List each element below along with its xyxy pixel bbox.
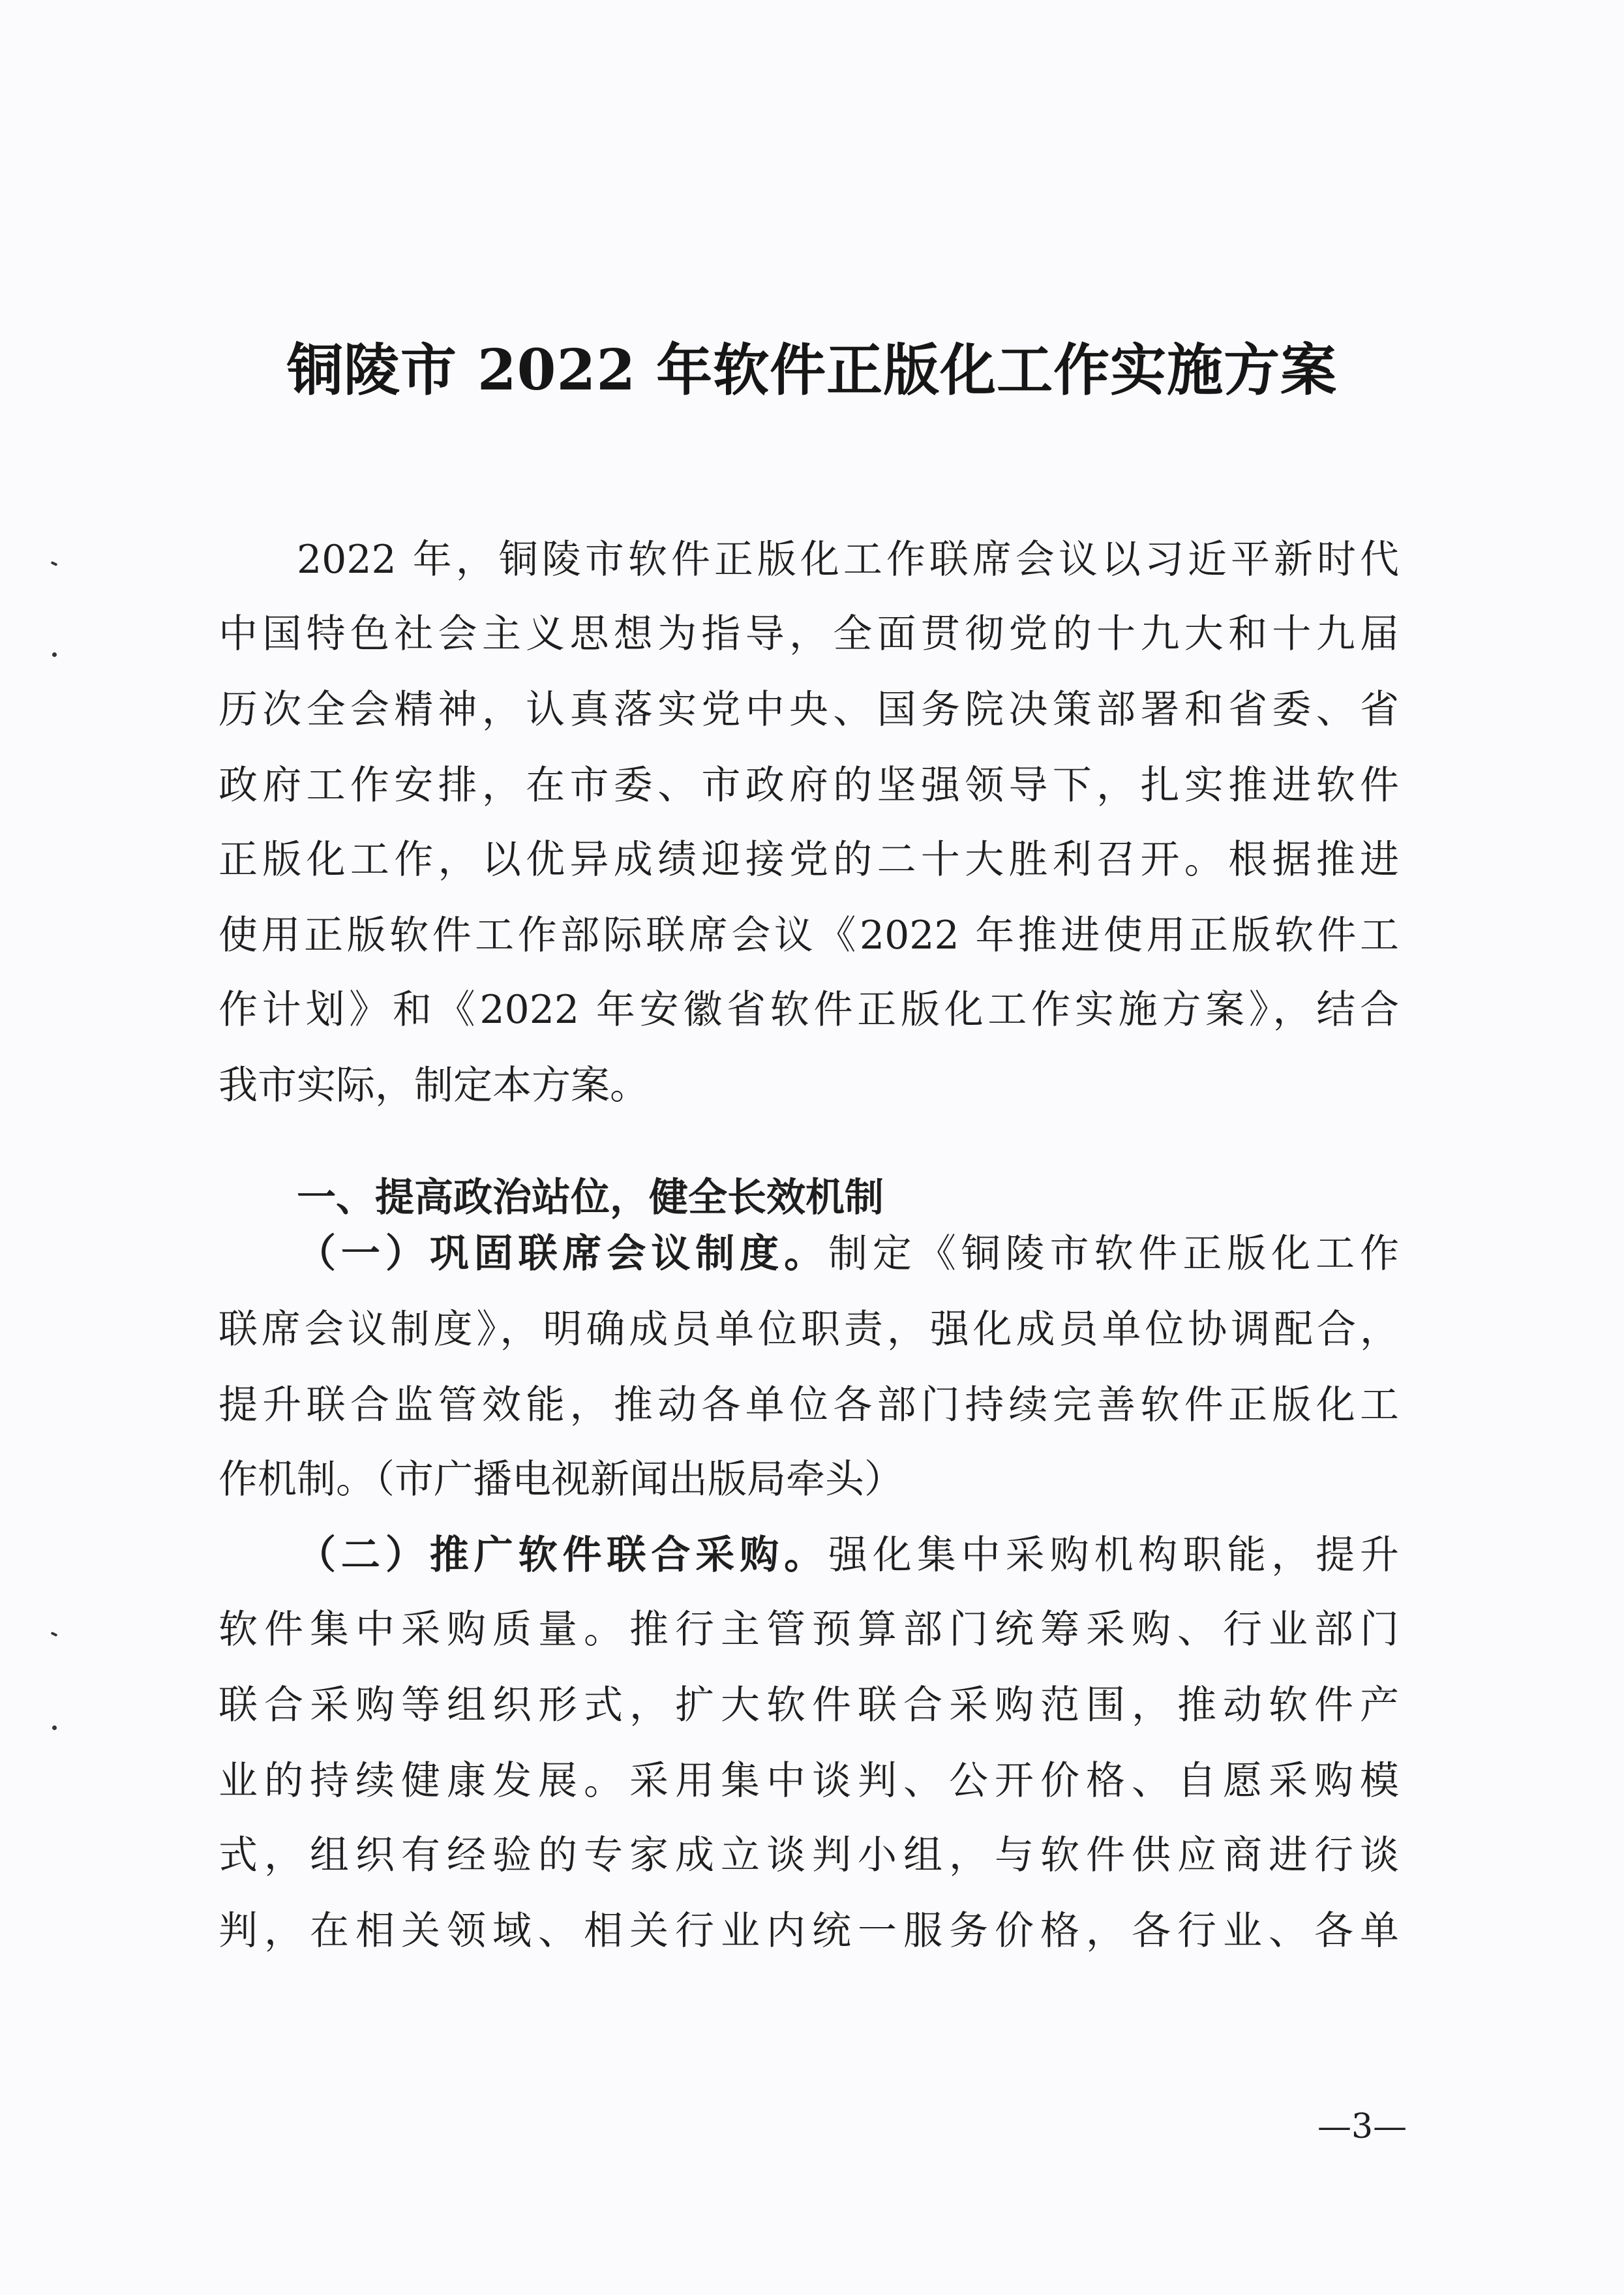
paragraph-line: 联合采购等组织形式，扩大软件联合采购范围，推动软件产 (218, 1682, 1399, 1728)
page-number: —3— (1317, 2107, 1407, 2146)
margin-mark (52, 652, 57, 657)
item-lead: （二）推广软件联合采购。 (297, 1532, 828, 1578)
intro-line: 政府工作安排，在市委、市政府的坚强领导下，扎实推进软件 (218, 763, 1399, 808)
margin-mark (51, 561, 58, 566)
item-text: 强化集中采购机构职能，提升 (828, 1532, 1399, 1578)
margin-mark (52, 1725, 57, 1730)
paragraph-line: 提升联合监管效能，推动各单位各部门持续完善软件正版化工 (218, 1382, 1399, 1428)
paragraph-line: 式，组织有经验的专家成立谈判小组，与软件供应商进行谈 (218, 1832, 1399, 1878)
intro-line: 使用正版软件工作部际联席会议《2022 年推进使用正版软件工 (218, 913, 1399, 958)
intro-line: 中国特色社会主义思想为指导，全面贯彻党的十九大和十九届 (218, 611, 1399, 657)
paragraph-line (297, 1532, 1399, 1578)
intro-line: 正版化工作，以优异成绩迎接党的二十大胜利召开。根据推进 (218, 837, 1399, 883)
item-lead: （一）巩固联席会议制度。 (297, 1231, 828, 1277)
paragraph-line (297, 1231, 1399, 1277)
margin-mark (51, 1632, 58, 1637)
paragraph-line: 软件集中采购质量。推行主管预算部门统筹采购、行业部门 (218, 1607, 1399, 1652)
intro-line: 作计划》和《2022 年安徽省软件正版化工作实施方案》，结合 (218, 987, 1399, 1033)
paragraph-line: 判，在相关领域、相关行业内统一服务价格，各行业、各单 (218, 1908, 1399, 1954)
paragraph-line: 业的持续健康发展。采用集中谈判、公开价格、自愿采购模 (218, 1758, 1399, 1804)
intro-line: 历次全会精神，认真落实党中央、国务院决策部署和省委、省 (218, 687, 1399, 733)
intro-line: 2022 年，铜陵市软件正版化工作联席会议以习近平新时代 (297, 537, 1399, 583)
paragraph-line: 作机制。（市广播电视新闻出版局牵头） (218, 1457, 903, 1502)
document-title: 铜陵市 2022 年软件正版化工作实施方案 (286, 337, 1338, 403)
paragraph-line: 联席会议制度》，明确成员单位职责，强化成员单位协调配合， (218, 1307, 1399, 1352)
section-heading: 一、提高政治站位，健全长效机制 (297, 1175, 884, 1221)
intro-line: 我市实际，制定本方案。 (218, 1063, 649, 1108)
item-text: 制定《铜陵市软件正版化工作 (828, 1231, 1399, 1277)
